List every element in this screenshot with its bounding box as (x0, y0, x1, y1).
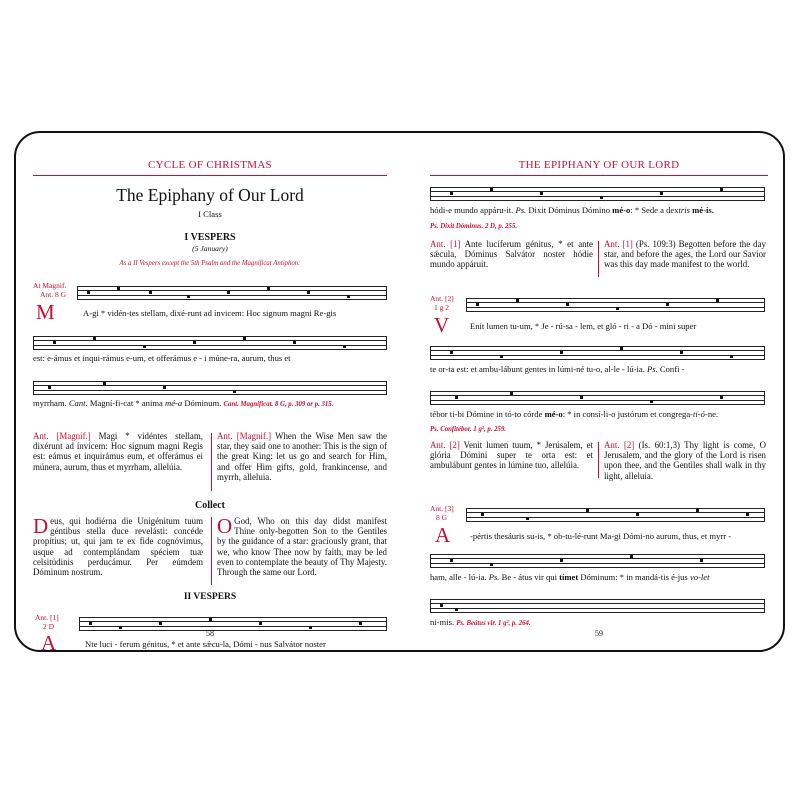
antiphon-english: Ant. [1] (Ps. 109:3) Begotten before the day star, and before the ages, the Lord our Savior was this day made manifest to the world. (604, 239, 766, 270)
antiphon-latin: Ant. [Magnif.] Magi * vidéntes stellam, dixérunt ad ínvicem: Hoc signum magni Regis est: eámus et inquirámus eum, et offerámus ei múnera, aurum, thus et myrrham, allelúia. (33, 431, 203, 472)
first-vespers-heading: I VESPERS (184, 232, 236, 243)
column-divider (211, 433, 212, 491)
open-book (14, 131, 785, 655)
collect-latin: Deus, qui hodiérna die Unigénitum tuum géntibus stella duce revelásti: concéde propítius; ut, qui jam te ex fide cognóvimus, usque ad contemplándam spéciem tuæ celsitúdinis perducámur. Per eúmdem Dóminum nostrum. (33, 514, 203, 578)
chant-mode: 8 G (436, 513, 448, 522)
column-divider (598, 442, 599, 478)
collect-english: O God, Who on this day didst manifest Thine only-begotten Son to the Gentiles by the guidance of a star: graciously grant, that we, who know Thee now by faith, may be led even to contemplate the beauty of Thy Majesty. Through the same our Lord. (217, 514, 387, 578)
chant-lyrics-line: -pértis thesáuris su-is, * ob-tu-lé-runt Ma-gi Dómi-no aurum, thus, et myrr - (470, 531, 732, 541)
chant-lyrics-line: Enit lumen tu-um, * Je - rú-sa - lem, et gló - ri - a Dó - mini super (470, 321, 697, 331)
chant-mode: 2 D (43, 622, 55, 631)
running-head-rule (430, 175, 768, 176)
antiphon-english: Ant. [2] (Is. 60:1,3) Thy light is come, O Jerusalem, and the glory of the Lord is risen upon thee, and the Gentiles shall walk in thy light, alleluia. (604, 440, 766, 481)
psalm-rubric: Ps. Confitébor. 1 g², p. 259. (430, 426, 507, 433)
left-page (33, 155, 387, 655)
chant-label: Ant. [1] (35, 613, 59, 622)
chant-lyrics-line: hódi-e mundo appáru-it. Ps. Dixit Dóminus Dómino mé-o: * Sede a dextris mé-is. (430, 205, 714, 215)
chant-staff (430, 346, 765, 360)
chant-label: Ant. [2] (430, 294, 454, 303)
column-divider (211, 517, 212, 585)
feast-class: I Class (198, 209, 222, 219)
chant-lyrics-line: ni-mis. Ps. Beátus vir. 1 g², p. 264. (430, 617, 531, 627)
chant-lyrics-line: tébor ti-bi Dómine in tó-to córde mé-o: * in consí-li-o justórum et congrega-ti-ó-ne. (430, 409, 719, 419)
chant-mode: Ant. 8 G (40, 290, 67, 299)
chant-staff (77, 286, 387, 300)
collect-heading: Collect (195, 500, 225, 511)
running-head-rule (33, 175, 387, 176)
chant-label: At Magnif. (33, 281, 67, 290)
chant-staff (33, 381, 387, 395)
psalm-rubric: Ps. Dixit Dóminus. 2 D, p. 255. (430, 223, 518, 230)
right-page (430, 155, 768, 642)
chant-lyrics-line: te or-ta est: et ambu-lábunt gentes in lúmi-né tu-o, al-le - lú-ia. Ps. Confi - (430, 364, 685, 374)
chant-mode: 1 g 2 (434, 303, 449, 312)
antiphon-english: Ant. [Magnif.] When the Wise Men saw the star, they said one to another: This is the sign of the great King: let us go and search for Him, and offer Him gifts, gold, frankincense, and myrrh, alleluia. (217, 431, 387, 482)
column-divider (598, 241, 599, 277)
chant-staff (33, 336, 387, 350)
antiphon-latin: Ant. [1] Ante lucíferum génitus, * et ante sǽcula, Dóminus Salvátor noster hódie mundo appáruit. (430, 239, 593, 270)
chant-initial: A (435, 523, 451, 547)
page-number: 59 (595, 629, 603, 638)
vespers-date: (5 January) (192, 244, 228, 253)
chant-lyrics-line: A-gi * vidén-tes stellam, dixé-runt ad ínvicem: Hoc signum magni Re-gis (83, 308, 337, 318)
chant-staff (466, 298, 765, 312)
chant-initial: M (36, 300, 55, 324)
chant-initial: A (41, 631, 57, 655)
chant-staff (466, 508, 765, 522)
running-head-right: THE EPIPHANY OF OUR LORD (518, 159, 680, 171)
chant-staff (430, 391, 765, 405)
chant-staff (430, 554, 765, 568)
chant-lyrics-line: Nte luci - ferum génitus, * et ante sǽcu-la, Dómi - nus Salvátor noster (85, 639, 326, 649)
chant-lyrics-line: est: e-ámus et inqui-rámus e-um, et offerámus e - i múne-ra, aurum, thus et (33, 353, 291, 363)
chant-lyrics-line: myrrham. Cant. Magní-fi-cat * anima mé-a Dóminum. Cant. Magnificat. 8 G, p. 309 or p. 315. (33, 398, 334, 408)
second-vespers-heading: II VESPERS (183, 592, 237, 602)
chant-lyrics-line: ham, alle - lú-ia. Ps. Be - átus vir qui tímet Dóminum: * in mandá-tis é-jus vo-let (430, 572, 710, 582)
page-title: The Epiphany of Our Lord (116, 185, 304, 205)
page-number: 58 (206, 629, 214, 638)
chant-initial: V (434, 313, 450, 337)
chant-label: Ant. [3] (430, 504, 454, 513)
chant-staff (430, 187, 765, 201)
chant-staff (430, 599, 765, 613)
antiphon-latin: Ant. [2] Venit lumen tuum, * Jerúsalem, et glória Dómini super te orta est: et ambulábunt gentes in lúmine tuo, allelúia. (430, 440, 593, 471)
running-head-left: CYCLE OF CHRISTMAS (148, 159, 272, 171)
vespers-rubric: As a II Vespers except the 5th Psalm and the Magnificat Antiphon: (119, 260, 301, 267)
